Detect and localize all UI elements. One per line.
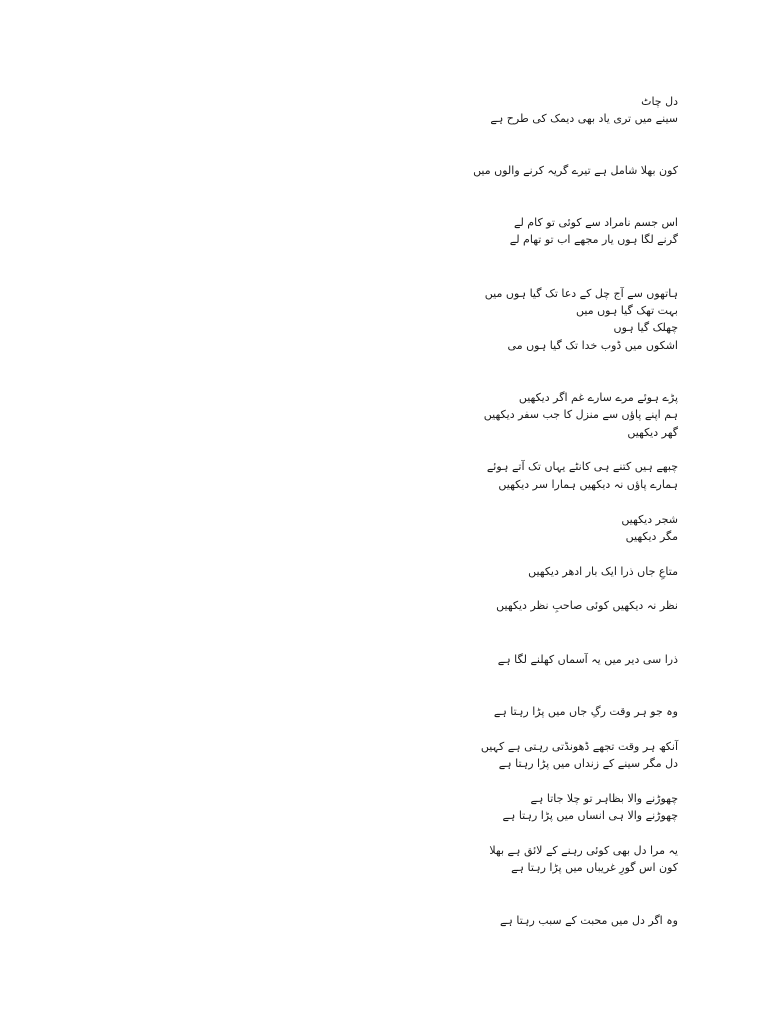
poem-line: سینے میں تری یاد بھی دیمک کی طرح ہے — [490, 112, 678, 125]
poem-line: متاعِ جاں ذرا ایک بار ادھر دیکھیں — [528, 565, 678, 578]
poem-line: وہ جو ہر وقت رگِ جاں میں پڑا رہتا ہے — [493, 705, 678, 718]
poem-line: اس جسم نامراد سے کوئی تو کام لے — [514, 216, 678, 229]
poem-line: چھلک گیا ہوں — [613, 321, 678, 334]
poem-line: مگر دیکھیں — [625, 530, 678, 543]
poem-line: شجر دیکھیں — [621, 513, 678, 526]
poem-line: ذرا سی دیر میں یہ آسماں کھلنے لگا ہے — [497, 653, 678, 666]
poem-line: ہمارے پاؤں نہ دیکھیں ہمارا سر دیکھیں — [498, 478, 678, 491]
poem-line: چھوڑنے والا بظاہر تو چلا جاتا ہے — [530, 792, 678, 805]
poem-line: کون اس گورِ غریباں میں پڑا رہتا ہے — [511, 861, 678, 874]
poem-line: نظر نہ دیکھیں کوئی صاحبِ نظر دیکھیں — [496, 599, 678, 612]
poem-line: چھوڑنے والا ہی انساں میں پڑا رہتا ہے — [502, 809, 678, 822]
poem-line: بہت تھک گیا ہوں میں — [576, 304, 678, 317]
poem-line: ہم اپنے پاؤں سے منزل کا جب سفر دیکھیں — [483, 408, 678, 421]
poem-line: کون بھلا شامل ہے تیرے گریہ کرنے والوں میں — [473, 164, 678, 177]
poem-line: اشکوں میں ڈوب خدا تک گیا ہوں می — [507, 339, 678, 352]
poem-line: دل چاٹ — [641, 95, 678, 108]
poem-line: گرنے لگا ہوں یار مجھے اب تو تھام لے — [509, 233, 678, 246]
poem-line: ہاتھوں سے آج چل کے دعا تک گیا ہوں میں — [484, 287, 678, 300]
poem-line: آنکھ ہر وقت تجھے ڈھونڈتی رہتی ہے کہیں — [480, 740, 678, 753]
poem-line: پڑے ہوئے مرے سارے غم اگر دیکھیں — [518, 391, 678, 404]
poem-line: دل مگر سینے کے زنداں میں پڑا رہتا ہے — [498, 757, 678, 770]
poem-line: چبھے ہیں کتنے ہی کانٹے یہاں تک آتے ہوئے — [486, 460, 678, 473]
poem-line: وہ اگر دل میں محبت کے سبب رہتا ہے — [499, 914, 678, 927]
poem-line: یہ مرا دل بھی کوئی رہنے کے لائق ہے بھلا — [489, 844, 678, 857]
poem-line: گھر دیکھیں — [627, 426, 678, 439]
